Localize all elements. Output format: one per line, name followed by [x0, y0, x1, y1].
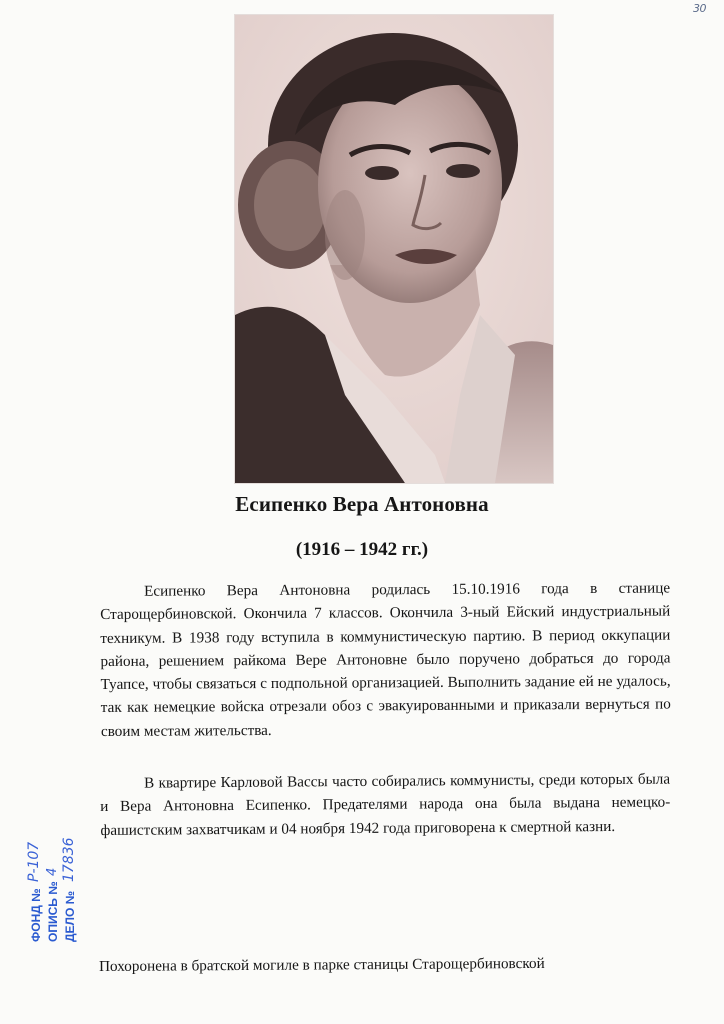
stamp-fond-value: Р-107: [26, 841, 42, 882]
life-years: (1916 – 1942 гг.): [295, 539, 429, 560]
archive-stamp-icon: [18, 808, 92, 942]
burial-note: Похоронена в братской могиле в парке станицы Старощербиновской: [99, 954, 545, 975]
stamp-opis-label: ОПИСЬ №: [46, 881, 60, 942]
stamp-opis-value: 4: [45, 867, 60, 876]
biography-paragraph-1: Есипенко Вера Антоновна родилась 15.10.1916 года в станице Старощербиновской. Окончила 7 классов. Окончила 3-ный Ейский индустриальный техникум. В 1938 году вступила в коммунистическую партию. В период оккупации района, решением райкома Вере Антоновне было поручено добраться до города Туапсе, чтобы связаться с подпольной организацией. Выполнить задание ей не удалось, так как немецкие войска отрезали обоз с эвакуированными и приказали вернуться по своим местам жительства.: [100, 579, 671, 740]
stamp-delo-value: 17836: [61, 837, 77, 882]
person-name-heading: Есипенко Вера Антоновна: [235, 492, 489, 516]
biography-paragraph-2: В квартире Карловой Вассы часто собирались коммунисты, среди которых была и Вера Антоновна Есипенко. Предателями народа она была выдана немецко-фашистским захватчикам и 04 ноября 1942 года приговорена к смертной казни.: [100, 770, 671, 839]
stamp-fond-label: ФОНД №: [29, 888, 43, 942]
archive-stamp: [18, 808, 92, 942]
portrait-photo-icon: [235, 15, 553, 483]
stamp-delo-label: ДЕЛО №: [63, 890, 77, 942]
portrait-photo: [235, 15, 553, 483]
page-number: 30: [693, 2, 706, 15]
